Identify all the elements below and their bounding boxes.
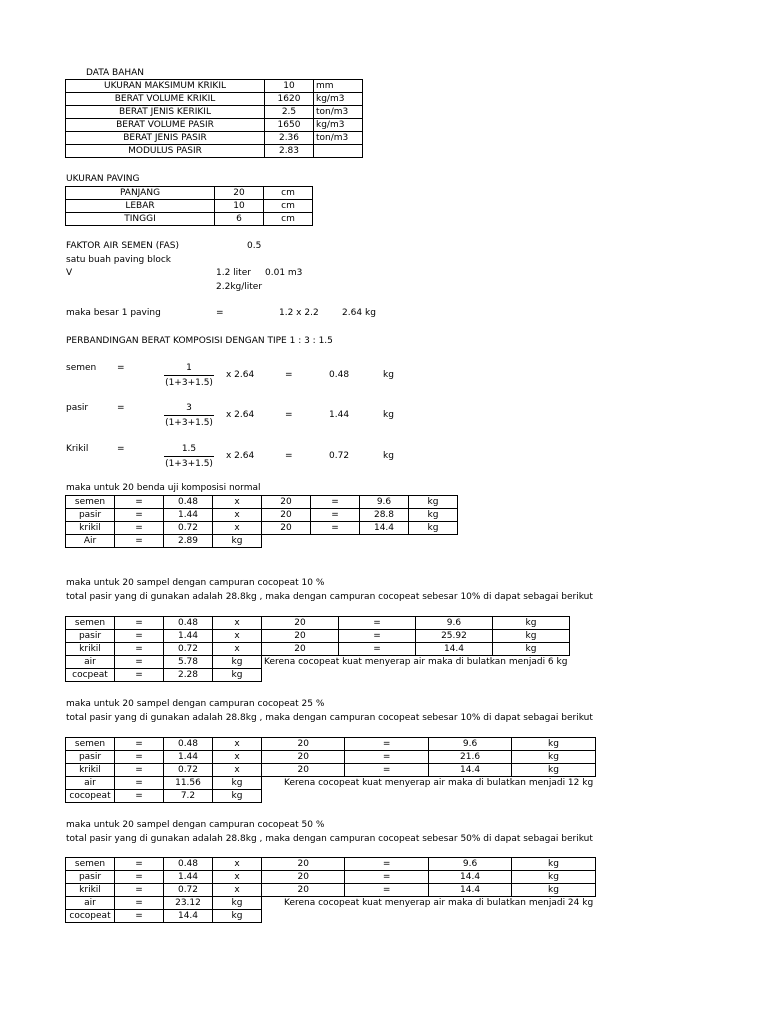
table-row	[66, 858, 596, 871]
maka-label: maka besar 1 paving	[66, 308, 161, 318]
table-row	[66, 897, 596, 910]
eq: =	[345, 884, 428, 897]
coco50-title: maka untuk 20 sampel dengan campuran cocopeat 50 %	[66, 820, 325, 830]
eq: =	[115, 656, 164, 669]
unit: kg	[492, 617, 569, 630]
data-bahan-title: DATA BAHAN	[86, 68, 145, 78]
eq: =	[115, 496, 164, 509]
amount: 5.78	[164, 656, 213, 669]
count: 20	[262, 630, 339, 643]
eq: =	[115, 897, 164, 910]
material: krikil	[66, 522, 115, 535]
normal-title: maka untuk 20 benda uji komposisi normal	[66, 483, 261, 493]
coco10-title: maka untuk 20 sampel dengan campuran cocopeat 10 %	[66, 578, 325, 588]
fraction	[164, 443, 214, 470]
eq: =	[345, 751, 428, 764]
total: 25.92	[415, 630, 492, 643]
comp-result: 0.48	[329, 370, 350, 380]
unit: kg	[213, 535, 262, 548]
times: x	[213, 509, 262, 522]
normal-table	[65, 495, 458, 548]
material: air	[66, 656, 115, 669]
row-unit: ton/m3	[314, 132, 363, 145]
eq: =	[115, 751, 164, 764]
per-paving: 1.44	[164, 509, 213, 522]
count: 20	[262, 764, 345, 777]
comp-eq2: =	[285, 451, 293, 461]
material: krikil	[66, 764, 115, 777]
per-paving: 0.48	[164, 617, 213, 630]
eq: =	[115, 884, 164, 897]
table-row	[66, 669, 570, 682]
unit: kg	[409, 496, 458, 509]
fraction-numerator: 1	[164, 362, 214, 376]
unit: kg	[492, 630, 569, 643]
row-unit: kg/m3	[314, 119, 363, 132]
per-paving: 1.44	[164, 751, 213, 764]
total: 9.6	[428, 858, 511, 871]
empty-cell	[262, 910, 596, 923]
density: 2.2kg/liter	[216, 282, 263, 292]
eq: =	[311, 509, 360, 522]
row-value: 2.36	[265, 132, 314, 145]
material: pasir	[66, 871, 115, 884]
fraction-denominator: (1+3+1.5)	[165, 459, 213, 469]
comp-eq: =	[117, 444, 125, 454]
total: 14.4	[428, 764, 511, 777]
eq: =	[115, 910, 164, 923]
table-row	[66, 884, 596, 897]
unit: kg	[213, 790, 262, 803]
table-row	[66, 630, 570, 643]
comp-eq: =	[117, 363, 125, 373]
material: semen	[66, 496, 115, 509]
eq: =	[115, 669, 164, 682]
eq: =	[115, 617, 164, 630]
total: 28.8	[360, 509, 409, 522]
table-row	[66, 777, 596, 790]
material: cocopeat	[66, 790, 115, 803]
row-value: 2.5	[265, 106, 314, 119]
row-unit: cm	[264, 187, 313, 200]
eq: =	[115, 535, 164, 548]
per-paving: 0.72	[164, 884, 213, 897]
unit: kg	[409, 509, 458, 522]
unit: kg	[213, 897, 262, 910]
comp-mult: x 2.64	[226, 451, 255, 461]
row-unit: cm	[264, 200, 313, 213]
empty-cell	[262, 669, 570, 682]
eq: =	[115, 790, 164, 803]
unit: kg	[213, 669, 262, 682]
maka-val: 2.64	[342, 308, 363, 318]
row-unit: cm	[264, 213, 313, 226]
row-label: UKURAN MAKSIMUM KRIKIL	[66, 80, 265, 93]
total: 14.4	[360, 522, 409, 535]
eq: =	[338, 617, 415, 630]
material: semen	[66, 858, 115, 871]
material: krikil	[66, 884, 115, 897]
material: semen	[66, 738, 115, 751]
v-label: V	[66, 268, 73, 278]
unit: kg	[512, 738, 595, 751]
comp-mult: x 2.64	[226, 410, 255, 420]
per-paving: 0.48	[164, 496, 213, 509]
fas-label: FAKTOR AIR SEMEN (FAS)	[66, 241, 180, 251]
ukuran-paving-table	[65, 186, 313, 226]
table-row	[66, 764, 596, 777]
table-row	[66, 617, 570, 630]
comp-unit: kg	[383, 370, 394, 380]
count: 20	[262, 858, 345, 871]
coco25-title: maka untuk 20 sampel dengan campuran cocopeat 25 %	[66, 699, 325, 709]
amount: 11.56	[164, 777, 213, 790]
unit: kg	[409, 522, 458, 535]
fas-value: 0.5	[247, 241, 262, 251]
count: 20	[262, 871, 345, 884]
row-unit: ton/m3	[314, 106, 363, 119]
material: cocpeat	[66, 669, 115, 682]
eq: =	[115, 643, 164, 656]
row-value: 10	[215, 200, 264, 213]
note: Kerena cocopeat kuat menyerap air maka di bulatkan menjadi 12 kg	[284, 778, 594, 789]
unit: kg	[512, 764, 595, 777]
comp-eq: =	[117, 403, 125, 413]
amount: 2.89	[164, 535, 213, 548]
row-unit: kg/m3	[314, 93, 363, 106]
times: x	[213, 738, 262, 751]
unit: kg	[213, 656, 262, 669]
eq: =	[115, 764, 164, 777]
maka-eq: =	[216, 308, 224, 318]
unit: kg	[512, 751, 595, 764]
eq: =	[115, 871, 164, 884]
note: Kerena cocopeat kuat menyerap air maka di bulatkan menjadi 24 kg	[284, 898, 594, 909]
table-row	[66, 106, 363, 119]
table-row	[66, 871, 596, 884]
eq: =	[115, 777, 164, 790]
coco10-table	[65, 616, 570, 682]
row-label: BERAT JENIS PASIR	[66, 132, 265, 145]
row-label: BERAT JENIS KERIKIL	[66, 106, 265, 119]
material: pasir	[66, 509, 115, 522]
total: 9.6	[428, 738, 511, 751]
eq: =	[115, 509, 164, 522]
comp-unit: kg	[383, 410, 394, 420]
v-liter: 1.2 liter	[216, 268, 251, 278]
per-paving: 1.44	[164, 630, 213, 643]
eq: =	[345, 871, 428, 884]
unit: kg	[492, 643, 569, 656]
unit: kg	[512, 884, 595, 897]
table-row	[66, 145, 363, 158]
table-row	[66, 910, 596, 923]
amount: 23.12	[164, 897, 213, 910]
times: x	[213, 522, 262, 535]
fraction	[164, 362, 214, 389]
note: Kerena cocopeat kuat menyerap air maka di bulatkan menjadi 6 kg	[264, 657, 568, 668]
row-label: BERAT VOLUME PASIR	[66, 119, 265, 132]
amount: 2.28	[164, 669, 213, 682]
table-row	[66, 509, 458, 522]
unit: kg	[213, 910, 262, 923]
fraction-denominator: (1+3+1.5)	[165, 418, 213, 428]
row-unit: mm	[314, 80, 363, 93]
row-label: BERAT VOLUME KRIKIL	[66, 93, 265, 106]
times: x	[213, 858, 262, 871]
count: 20	[262, 751, 345, 764]
times: x	[213, 643, 262, 656]
row-value: 1650	[265, 119, 314, 132]
unit: kg	[213, 777, 262, 790]
row-label: LEBAR	[66, 200, 215, 213]
comp-unit: kg	[383, 451, 394, 461]
row-value: 1620	[265, 93, 314, 106]
per-paving: 1.44	[164, 871, 213, 884]
row-unit	[314, 145, 363, 158]
count: 20	[262, 617, 339, 630]
count: 20	[262, 884, 345, 897]
times: x	[213, 764, 262, 777]
fraction-numerator: 3	[164, 402, 214, 416]
material: Air	[66, 535, 115, 548]
table-row	[66, 132, 363, 145]
table-row	[66, 522, 458, 535]
ukuran-paving-title: UKURAN PAVING	[66, 174, 140, 184]
eq: =	[311, 522, 360, 535]
table-row	[66, 790, 596, 803]
eq: =	[115, 738, 164, 751]
table-row	[66, 738, 596, 751]
per-paving: 0.72	[164, 522, 213, 535]
table-row	[66, 187, 313, 200]
fraction	[164, 402, 214, 429]
coco25-table	[65, 737, 596, 803]
comp-label: Krikil	[66, 444, 89, 454]
times: x	[213, 630, 262, 643]
per-paving: 0.48	[164, 738, 213, 751]
fraction-numerator: 1.5	[164, 443, 214, 457]
material: semen	[66, 617, 115, 630]
count: 20	[262, 496, 311, 509]
times: x	[213, 871, 262, 884]
total: 14.4	[415, 643, 492, 656]
count: 20	[262, 522, 311, 535]
per-paving: 0.72	[164, 643, 213, 656]
coco25-subtitle: total pasir yang di gunakan adalah 28.8kg , maka dengan campuran cocopeat sebesar 10% di dapat sebagai berikut	[66, 713, 593, 723]
coco50-subtitle: total pasir yang di gunakan adalah 28.8kg , maka dengan campuran cocopeat sebesar 50% di dapat sebagai berikut	[66, 834, 593, 844]
total: 21.6	[428, 751, 511, 764]
count: 20	[262, 738, 345, 751]
table-row	[66, 200, 313, 213]
row-label: PANJANG	[66, 187, 215, 200]
comp-label: pasir	[66, 403, 89, 413]
row-value: 10	[265, 80, 314, 93]
amount: 7.2	[164, 790, 213, 803]
comp-eq2: =	[285, 410, 293, 420]
coco50-table	[65, 857, 596, 923]
total: 14.4	[428, 871, 511, 884]
v-m3: 0.01 m3	[265, 268, 303, 278]
material: air	[66, 777, 115, 790]
table-row	[66, 80, 363, 93]
maka-unit: kg	[365, 308, 376, 318]
row-label: MODULUS PASIR	[66, 145, 265, 158]
material: krikil	[66, 643, 115, 656]
total: 9.6	[360, 496, 409, 509]
table-row	[66, 119, 363, 132]
perbandingan-title: PERBANDINGAN BERAT KOMPOSISI DENGAN TIPE 1 : 3 : 1.5	[66, 336, 333, 346]
eq: =	[311, 496, 360, 509]
table-row	[66, 751, 596, 764]
eq: =	[115, 630, 164, 643]
coco10-subtitle: total pasir yang di gunakan adalah 28.8kg , maka dengan campuran cocopeat sebesar 10% di dapat sebagai berikut	[66, 592, 593, 602]
eq: =	[345, 858, 428, 871]
row-value: 6	[215, 213, 264, 226]
count: 20	[262, 643, 339, 656]
eq: =	[345, 764, 428, 777]
material: pasir	[66, 630, 115, 643]
eq: =	[338, 630, 415, 643]
unit: kg	[512, 871, 595, 884]
comp-eq2: =	[285, 370, 293, 380]
row-value: 2.83	[265, 145, 314, 158]
empty-cell	[262, 535, 458, 548]
per-paving: 0.72	[164, 764, 213, 777]
amount: 14.4	[164, 910, 213, 923]
times: x	[213, 751, 262, 764]
times: x	[213, 617, 262, 630]
count: 20	[262, 509, 311, 522]
comp-result: 1.44	[329, 410, 350, 420]
eq: =	[338, 643, 415, 656]
row-value: 20	[215, 187, 264, 200]
per-paving: 0.48	[164, 858, 213, 871]
total: 9.6	[415, 617, 492, 630]
eq: =	[115, 858, 164, 871]
table-row	[66, 656, 570, 669]
times: x	[213, 496, 262, 509]
times: x	[213, 884, 262, 897]
data-bahan-table	[65, 79, 363, 158]
table-row	[66, 496, 458, 509]
material: air	[66, 897, 115, 910]
eq: =	[115, 522, 164, 535]
total: 14.4	[428, 884, 511, 897]
comp-result: 0.72	[329, 451, 350, 461]
fraction-denominator: (1+3+1.5)	[165, 378, 213, 388]
fas-line2: satu buah paving block	[66, 255, 172, 265]
table-row	[66, 93, 363, 106]
empty-cell	[262, 790, 596, 803]
material: cocopeat	[66, 910, 115, 923]
row-label: TINGGI	[66, 213, 215, 226]
table-row	[66, 213, 313, 226]
eq: =	[345, 738, 428, 751]
material: pasir	[66, 751, 115, 764]
table-row	[66, 643, 570, 656]
table-row	[66, 535, 458, 548]
unit: kg	[512, 858, 595, 871]
comp-label: semen	[66, 363, 97, 373]
comp-mult: x 2.64	[226, 370, 255, 380]
maka-expr: 1.2 x 2.2	[279, 308, 319, 318]
